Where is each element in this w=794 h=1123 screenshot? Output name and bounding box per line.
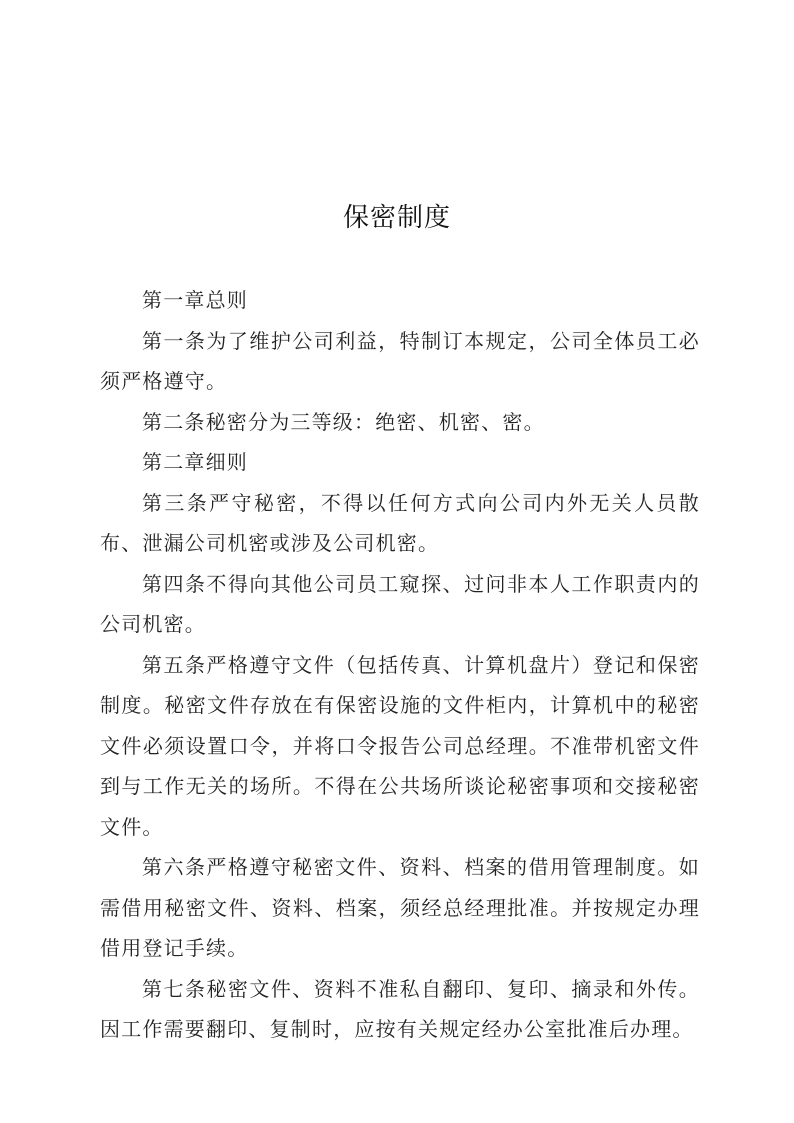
article-paragraph: 第六条严格遵守秘密文件、资料、档案的借用管理制度。如需借用秘密文件、资料、档案，须经总经理批准。并按规定办理借用登记手续。 bbox=[100, 855, 700, 960]
document-title: 保密制度 bbox=[342, 203, 451, 233]
article-paragraph: 第一条为了维护公司利益，特制订本规定，公司全体员工必须严格遵守。 bbox=[100, 328, 700, 393]
chapter-heading: 第一章总则 bbox=[142, 288, 248, 312]
article-paragraph: 第二条秘密分为三等级：绝密、机密、密。 bbox=[142, 409, 545, 434]
chapter-heading: 第二章细则 bbox=[142, 450, 248, 474]
article-paragraph: 第四条不得向其他公司员工窥探、过问非本人工作职责内的公司机密。 bbox=[100, 571, 700, 636]
document-body bbox=[100, 280, 700, 1050]
article-paragraph: 第七条秘密文件、资料不准私自翻印、复印、摘录和外传。因工作需要翻印、复制时，应按有关规定经办公室批准后办理。 bbox=[100, 976, 700, 1041]
article-paragraph: 第三条严守秘密，不得以任何方式向公司内外无关人员散布、泄漏公司机密或涉及公司机密。 bbox=[100, 490, 700, 555]
article-paragraph: 第五条严格遵守文件（包括传真、计算机盘片）登记和保密制度。秘密文件存放在有保密设施的文件柜内，计算机中的秘密文件必须设置口令，并将口令报告公司总经理。不准带机密文件到与工作无关的场所。不得在公共场所谈论秘密事项和交接秘密文件。 bbox=[100, 652, 700, 839]
